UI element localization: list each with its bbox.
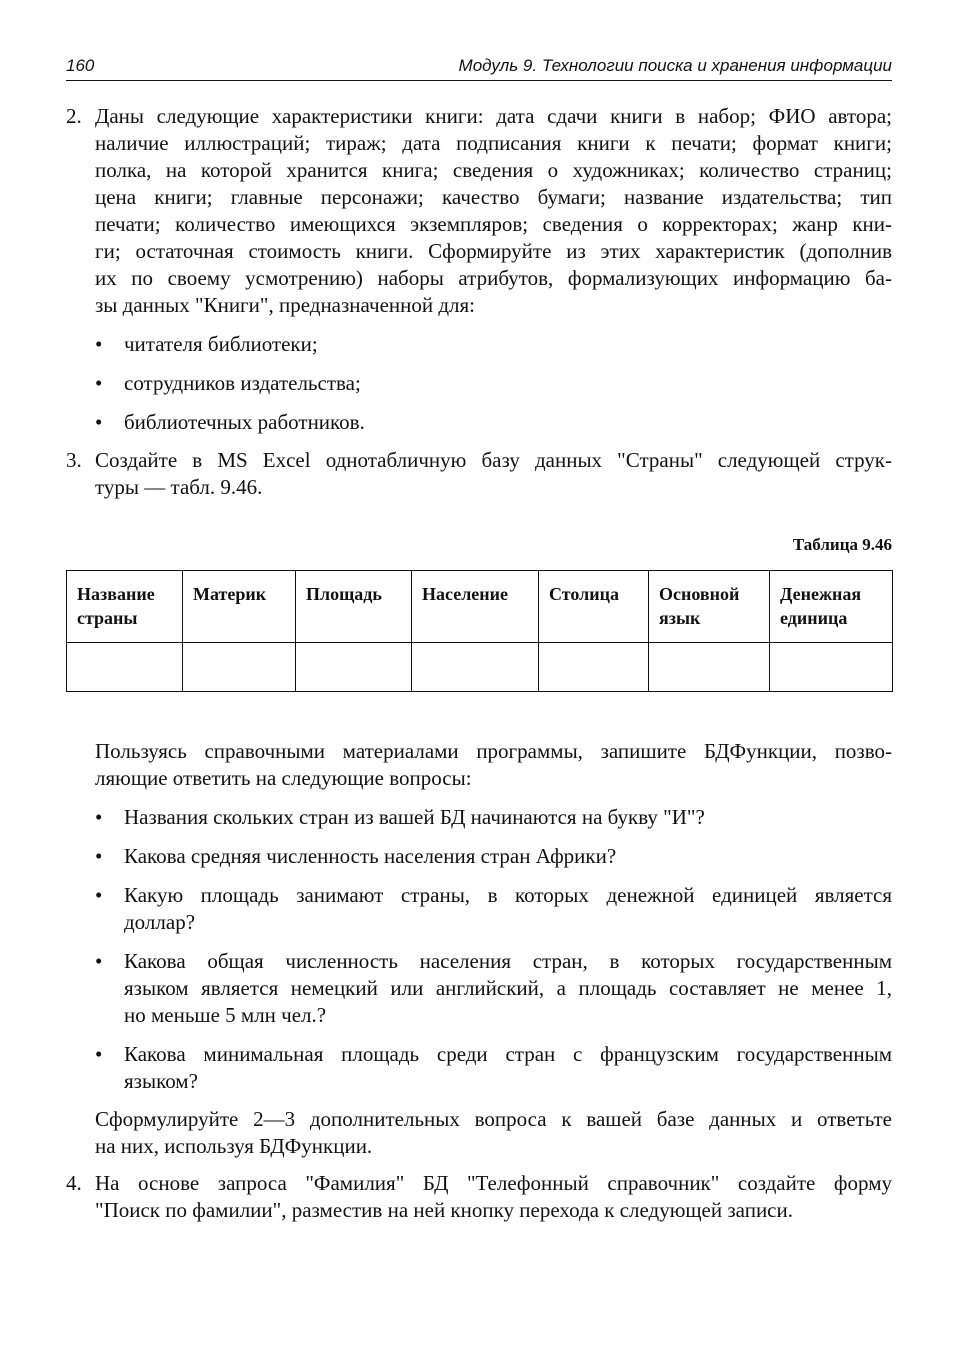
- text-line: зы данных "Книги", предназначенной для:: [95, 293, 476, 317]
- question-text: языком?: [124, 1069, 198, 1093]
- text-line: туры — табл. 9.46.: [95, 475, 263, 499]
- text-line: печати; количество имеющихся экземпляров; сведения о корректорах; жанр кни-: [95, 212, 892, 236]
- page-number: 160: [66, 56, 95, 75]
- chapter-title: Модуль 9. Технологии поиска и хранения информации: [458, 56, 892, 75]
- countries-table: [66, 570, 893, 692]
- list-item: [95, 409, 892, 436]
- list-item-text: сотрудников издательства;: [124, 371, 361, 395]
- question-text: но меньше 5 млн чел.?: [124, 1003, 327, 1027]
- bullet-icon: •: [95, 844, 103, 868]
- text-line: полка, на которой хранится книга; сведения о художниках; количество страниц;: [95, 158, 892, 182]
- text-line: их по своему усмотрению) наборы атрибутов, формализующих информацию ба-: [95, 266, 892, 290]
- table-cell: [67, 643, 183, 692]
- text-line: ги; остаточная стоимость книги. Сформируйте из этих характеристик (дополнив: [95, 239, 892, 263]
- column-header: Материк: [183, 571, 296, 643]
- table-cell: [649, 643, 770, 692]
- column-header: Площадь: [296, 571, 412, 643]
- question-text: Какова общая численность населения стран, в которых государственным: [124, 949, 892, 973]
- bullet-icon: •: [95, 883, 103, 907]
- text-line: на них, используя БДФункции.: [95, 1134, 373, 1158]
- bullet-icon: •: [95, 410, 103, 434]
- question-item: [95, 804, 892, 831]
- column-header: Столица: [539, 571, 649, 643]
- task-text: [95, 447, 892, 501]
- bullet-icon: •: [95, 949, 103, 973]
- bullet-icon: •: [95, 332, 103, 356]
- task-number: 4.: [66, 1171, 82, 1195]
- column-header: Население: [412, 571, 539, 643]
- question-text: языком является немецкий или английский, а площадь составляет не менее 1,: [124, 976, 892, 1000]
- table-header-row: [67, 571, 893, 643]
- task-4: [66, 1170, 892, 1224]
- closing-paragraph: [95, 1106, 892, 1160]
- running-header: [66, 56, 892, 81]
- table-caption: Таблица 9.46: [792, 535, 892, 554]
- list-item-text: библиотечных работников.: [124, 410, 365, 434]
- question-item: [95, 948, 892, 1029]
- question-text: доллар?: [124, 910, 196, 934]
- text-line: наличие иллюстраций; тираж; дата подписания книги к печати; формат книги;: [95, 131, 892, 155]
- task-text: [95, 1170, 892, 1224]
- question-text: Какую площадь занимают страны, в которых денежной единицей является: [124, 883, 892, 907]
- bullet-icon: •: [95, 805, 103, 829]
- table-row: [67, 643, 893, 692]
- text-line: Создайте в MS Excel однотабличную базу данных "Страны" следующей струк-: [95, 448, 892, 472]
- list-item: [95, 370, 892, 397]
- text-line: "Поиск по фамилии", разместив на ней кнопку перехода к следующей записи.: [95, 1198, 793, 1222]
- text-line: Даны следующие характеристики книги: дата сдачи книги в набор; ФИО автора;: [95, 104, 892, 128]
- text-line: На основе запроса "Фамилия" БД "Телефонный справочник" создайте форму: [95, 1171, 892, 1195]
- table-cell: [412, 643, 539, 692]
- text-line: цена книги; главные персонажи; качество бумаги; название издательства; тип: [95, 185, 892, 209]
- text-line: Сформулируйте 2—3 дополнительных вопроса к вашей базе данных и ответьте: [95, 1107, 892, 1131]
- task-2: [66, 103, 892, 319]
- bullet-icon: •: [95, 371, 103, 395]
- task-text: [95, 103, 892, 319]
- question-item: [95, 882, 892, 936]
- list-item: [95, 331, 892, 358]
- question-item: [95, 1041, 892, 1095]
- task-3: [66, 447, 892, 501]
- column-header: Основной язык: [649, 571, 770, 643]
- text-line: Пользуясь справочными материалами программы, запишите БДФункции, позво-: [95, 739, 892, 763]
- table-cell: [539, 643, 649, 692]
- column-header: Денежная единица: [770, 571, 893, 643]
- bullet-icon: •: [95, 1042, 103, 1066]
- list-item-text: читателя библиотеки;: [124, 332, 318, 356]
- text-line: ляющие ответить на следующие вопросы:: [95, 766, 472, 790]
- question-text: Названия скольких стран из вашей БД начинаются на букву "И"?: [124, 805, 705, 829]
- task-number: 2.: [66, 104, 82, 128]
- table-cell: [183, 643, 296, 692]
- table-cell: [296, 643, 412, 692]
- questions-intro: [95, 738, 892, 792]
- table-cell: [770, 643, 893, 692]
- question-item: [95, 843, 892, 870]
- column-header: Название страны: [67, 571, 183, 643]
- question-text: Какова средняя численность населения стран Африки?: [124, 844, 617, 868]
- task-number: 3.: [66, 448, 82, 472]
- question-text: Какова минимальная площадь среди стран с французским государственным: [124, 1042, 892, 1066]
